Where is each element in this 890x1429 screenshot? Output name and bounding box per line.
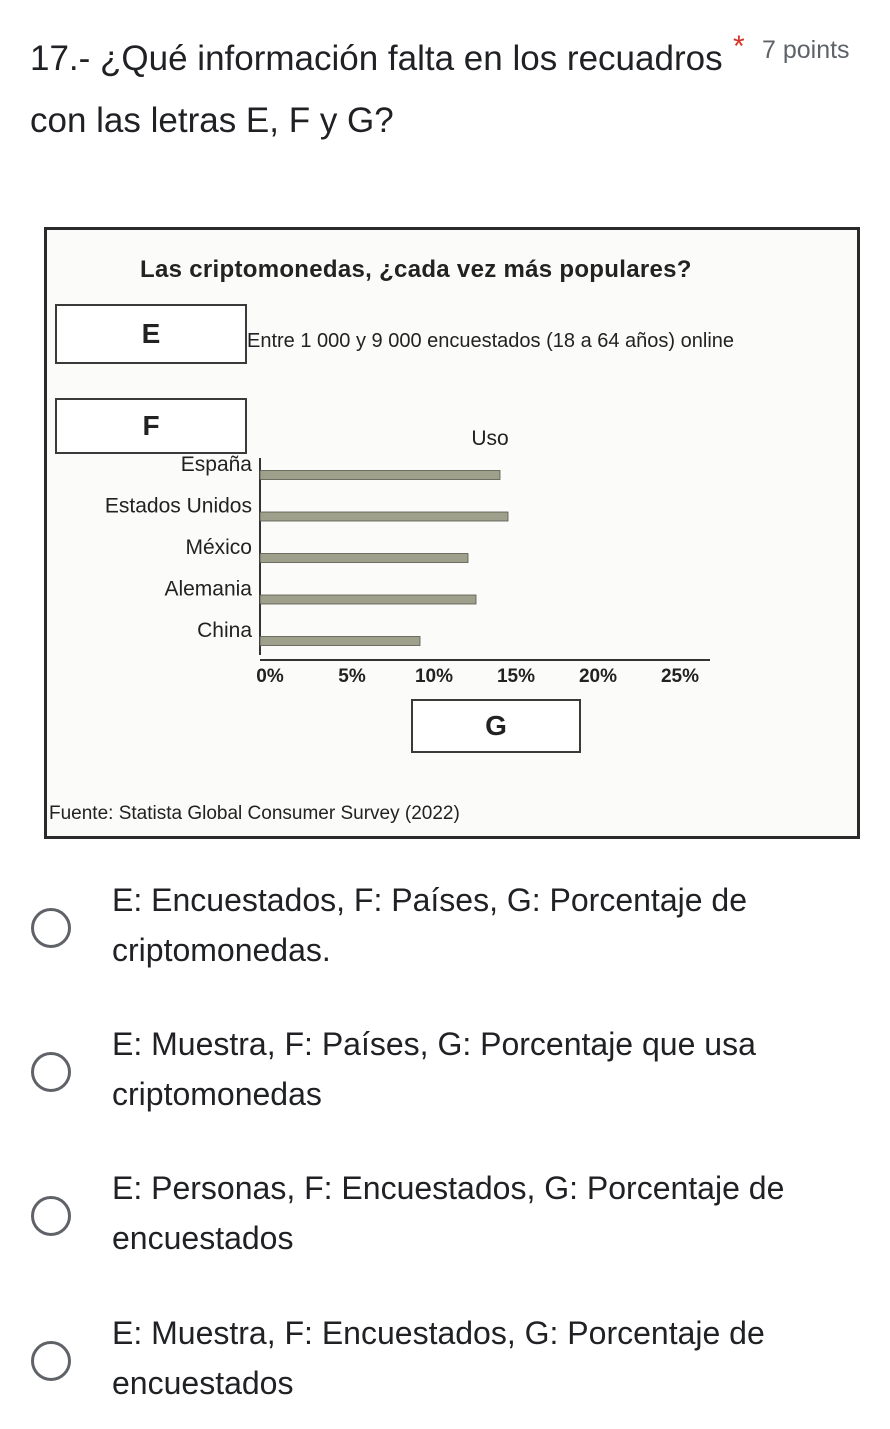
option-label[interactable]: E: Encuestados, F: Países, G: Porcentaje de criptomonedas. xyxy=(112,882,747,968)
category-label: Alemania xyxy=(164,577,252,601)
option-label[interactable]: E: Personas, F: Encuestados, G: Porcentaje de encuestados xyxy=(112,1170,785,1256)
figure-title: Las criptomonedas, ¿cada vez más populares? xyxy=(140,256,692,283)
x-tick-label: 15% xyxy=(496,666,536,687)
bar xyxy=(260,471,500,480)
question-image xyxy=(44,227,860,839)
option-2[interactable] xyxy=(0,1019,890,1139)
x-tick-label: 5% xyxy=(338,666,366,687)
question-title: 17.- ¿Qué información falta en los recuadros con las letras E, F y G? xyxy=(30,39,723,140)
category-label: México xyxy=(185,536,252,559)
x-tick-label: 10% xyxy=(414,666,454,687)
option-3[interactable] xyxy=(0,1163,890,1283)
option-1[interactable] xyxy=(0,875,890,995)
bar xyxy=(260,512,508,521)
figure-source: Fuente: Statista Global Consumer Survey (2022) xyxy=(49,803,460,824)
radio-button[interactable] xyxy=(31,1196,71,1236)
box-g: G xyxy=(411,699,581,753)
radio-button[interactable] xyxy=(31,1341,71,1381)
points-label: 7 points xyxy=(762,36,850,64)
bar xyxy=(260,554,468,563)
radio-button[interactable] xyxy=(31,908,71,948)
option-label[interactable]: E: Muestra, F: Países, G: Porcentaje que usa criptomonedas xyxy=(112,1026,756,1112)
sample-description: Entre 1 000 y 9 000 encuestados (18 a 64 años) online xyxy=(247,330,735,352)
x-tick-label: 25% xyxy=(660,666,700,687)
radio-button[interactable] xyxy=(31,1052,71,1092)
x-tick-label: 20% xyxy=(578,666,618,687)
box-e: E xyxy=(55,304,247,364)
chart-title: Uso xyxy=(471,427,509,450)
bar xyxy=(260,637,420,646)
x-tick-label: 0% xyxy=(256,666,284,687)
option-label[interactable]: E: Muestra, F: Encuestados, G: Porcentaje de encuestados xyxy=(112,1315,765,1401)
category-label: China xyxy=(197,619,252,642)
bar xyxy=(260,595,476,604)
box-f: F xyxy=(55,398,247,454)
required-asterisk: * xyxy=(733,30,745,63)
category-label: España xyxy=(180,453,252,476)
option-4[interactable] xyxy=(0,1308,890,1428)
category-label: Estados Unidos xyxy=(104,494,252,518)
